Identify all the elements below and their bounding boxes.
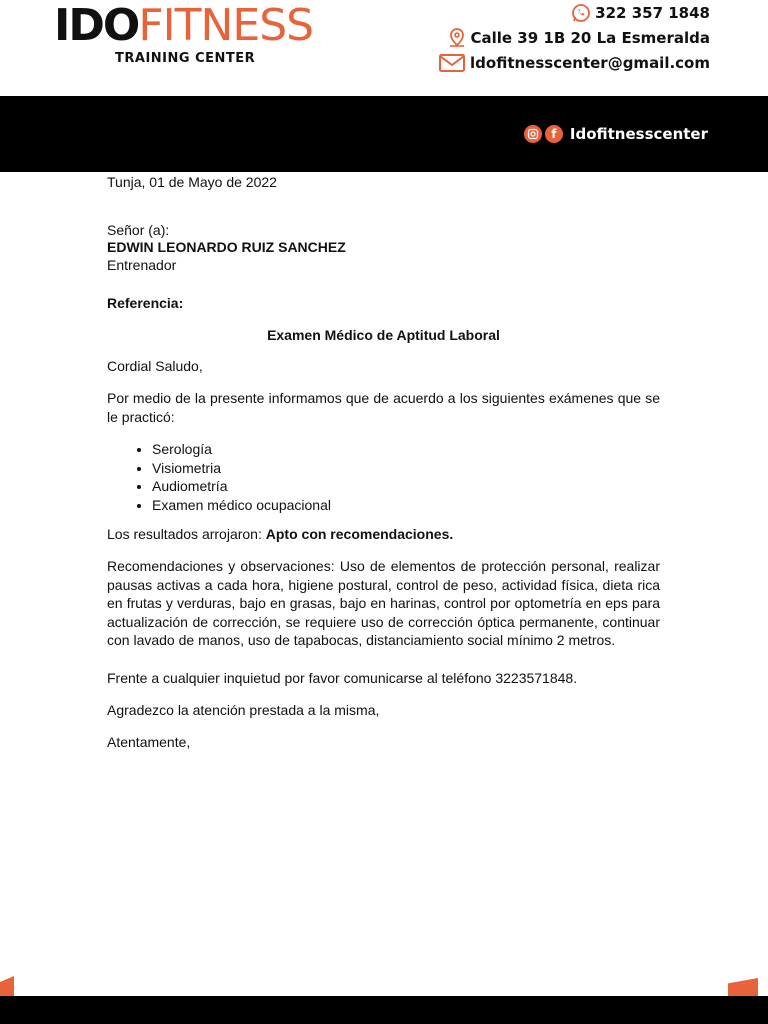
footer-band: [0, 996, 768, 1024]
list-item: • Serología: [152, 440, 660, 459]
social-handle-row: [524, 125, 708, 143]
reference-label: Referencia:: [107, 295, 184, 311]
results-line: [107, 525, 660, 544]
logo-text-fitness: FITNESS: [138, 0, 314, 51]
subject-line: Examen Médico de Aptitud Laboral: [267, 327, 500, 343]
closing-line: Atentamente,: [107, 734, 191, 750]
logo-subtitle: TRAINING CENTER: [115, 51, 256, 66]
whatsapp-icon: [571, 3, 591, 23]
location-pin-icon: [447, 27, 467, 49]
recipient-role: Entrenador: [107, 257, 177, 273]
contact-email: [438, 50, 710, 75]
facebook-icon[interactable]: f: [545, 125, 563, 143]
contact-note: Frente a cualquier inquietud por favor comunicarse al teléfono 3223571848.: [107, 670, 578, 686]
intro-paragraph: Por medio de la presente informamos que de acuerdo a los siguientes exámenes que se le practicó:: [107, 390, 660, 425]
thanks-line: Agradezco la atención prestada a la misma,: [107, 702, 380, 718]
contact-block: [438, 0, 710, 75]
list-item: • Visiometria: [152, 459, 660, 478]
salutation-prefix: Señor (a):: [107, 222, 170, 238]
email-link[interactable]: ldofitnesscenter@gmail.com: [470, 53, 710, 72]
list-item: • Examen médico ocupacional: [152, 496, 660, 515]
envelope-icon: [438, 53, 466, 73]
contact-address: [438, 25, 710, 50]
recommendations-paragraph: Recomendaciones y observaciones: Uso de elementos de protección personal, realizar pausas activas a cada hora, higiene postural, control de peso, actividad física, dieta rica en frutas y verduras, bajo en grasas, bajo en harinas, control por optometría en eps para actualización de corrección, se requiere uso de corrección óptica permanente, continuar con lavado de manos, uso de tapabocas, distanciamiento social mínimo 2 metros.: [107, 558, 660, 648]
brand-logo: [54, 2, 324, 70]
social-handle[interactable]: Idofitnesscenter: [569, 125, 708, 143]
contact-phone: [438, 0, 710, 25]
exam-list: [107, 440, 660, 514]
footer-accent-left: [0, 976, 14, 996]
recipient-name: EDWIN LEONARDO RUIZ SANCHEZ: [107, 239, 346, 255]
results-prefix: Los resultados arrojaron:: [107, 526, 266, 542]
list-item: • Audiometría: [152, 477, 660, 496]
results-value: Apto con recomendaciones.: [265, 526, 454, 542]
logo-text-ido: IDO: [54, 0, 139, 51]
instagram-icon[interactable]: [524, 125, 542, 143]
phone-number: 322 357 1848: [595, 3, 710, 22]
footer-accent-right: [728, 978, 758, 996]
greeting: Cordial Saludo,: [107, 358, 203, 374]
address-text: Calle 39 1B 20 La Esmeralda: [470, 28, 710, 47]
date-line: Tunja, 01 de Mayo de 2022: [107, 174, 277, 190]
